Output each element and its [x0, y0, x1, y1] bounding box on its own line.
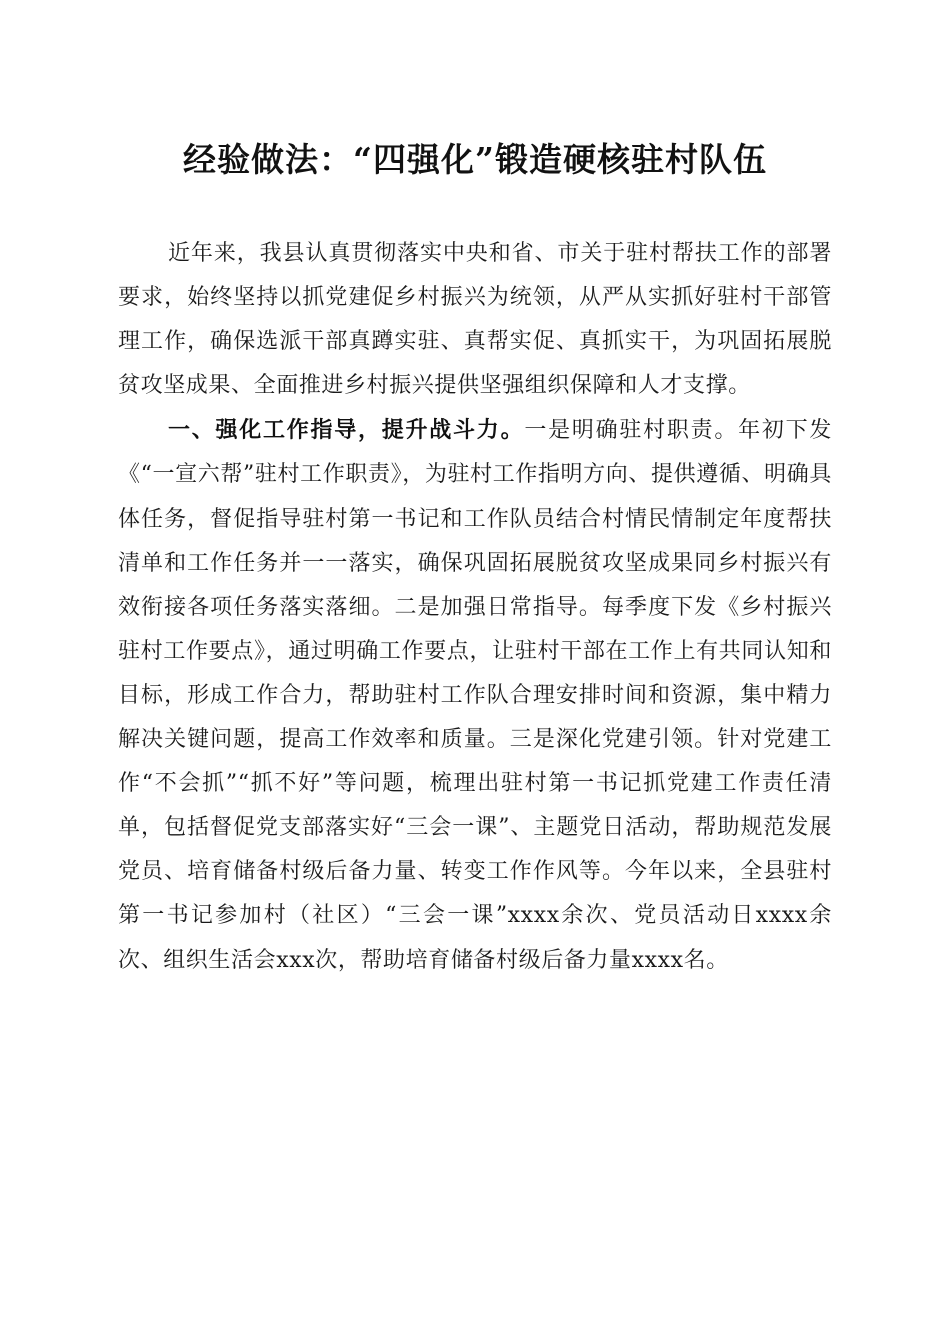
- paragraph-intro: [118, 232, 832, 408]
- section-one-heading: 一、强化工作指导，提升战斗力。: [168, 417, 525, 444]
- paragraph-section-one: [118, 408, 832, 982]
- document-body: [118, 232, 832, 983]
- paragraph-intro-text: 近年来，我县认真贯彻落实中央和省、市关于驻村帮扶工作的部署要求，始终坚持以抓党建促乡村振兴为统领，从严从实抓好驻村干部管理工作，确保选派干部真蹲实驻、真帮实促、真抓实干，为巩固拓展脱贫攻坚成果、全面推进乡村振兴提供坚强组织保障和人才支撑。: [118, 241, 832, 399]
- document-title: 经验做法：“四强化”锻造硬核驻村队伍: [183, 140, 767, 179]
- section-one-text: 一是明确驻村职责。年初下发《“一宣六帮”驻村工作职责》，为驻村工作指明方向、提供遵循、明确具体任务，督促指导驻村第一书记和工作队员结合村情民情制定年度帮扶清单和工作任务并一一落实，确保巩固拓展脱贫攻坚成果同乡村振兴有效衔接各项任务落实落细。二是加强日常指导。每季度下发《乡村振兴驻村工作要点》，通过明确工作要点，让驻村干部在工作上有共同认知和目标，形成工作合力，帮助驻村工作队合理安排时间和资源，集中精力解决关键问题，提高工作效率和质量。三是深化党建引领。针对党建工作“不会抓”“抓不好”等问题，梳理出驻村第一书记抓党建工作责任清单，包括督促党支部落实好“三会一课”、主题党日活动，帮助规范发展党员、培育储备村级后备力量、转变工作作风等。今年以来，全县驻村第一书记参加村（社区）“三会一课”xxxx余次、党员活动日xxxx余次、组织生活会xxx次，帮助培育储备村级后备力量xxxx名。: [118, 418, 832, 973]
